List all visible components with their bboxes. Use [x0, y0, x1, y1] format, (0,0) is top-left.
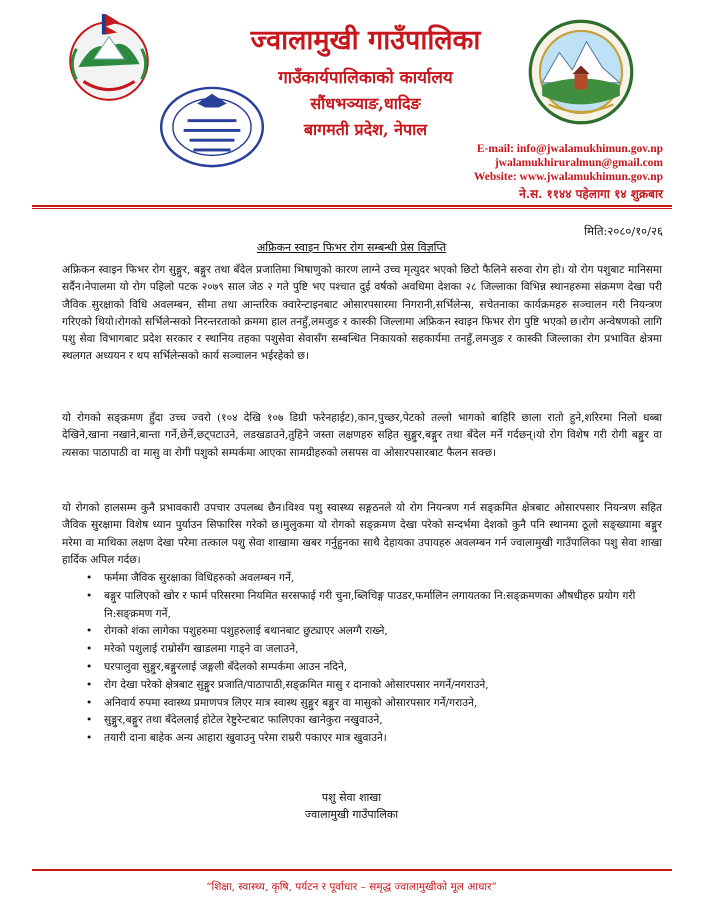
- list-item: • रोगको शंका लागेका पशुहरुमा पशुहरुलाई बथानबाट छुट्याएर अलग्गै राख्ने,: [84, 623, 666, 641]
- list-item: • फर्ममा जैविक सुरक्षाका विधिहरुको अवलम्बन गर्ने,: [84, 570, 666, 588]
- contact-email: E-mail: info@jwalamukhimun.gov.np: [476, 143, 663, 155]
- footer-divider: [32, 869, 672, 871]
- precaution-list: [84, 570, 666, 748]
- contact-email-secondary: jwalamukhiruralmun@gmail.com: [494, 157, 663, 169]
- list-item: • तयारी दाना बाहेक अन्य आहारा खुवाउनु परेमा राम्ररी पकाएर मात्र खुवाउने।: [84, 730, 666, 748]
- list-item: • मरेको पशुलाई राम्रोसँग खाडलमा गाड्ने वा जलाउने,: [84, 641, 666, 659]
- signature-department: पशु सेवा शाखा: [321, 791, 382, 804]
- paragraph-symptoms: यो रोगको सङ्क्रमण हुँदा उच्च ज्वरो (१०४ देखि १०७ डिग्री फरेनहाईट),कान,पुच्छर,पेटको तल्लो भागको बाहिरि छाला रातो हुने,शरिरमा निलो धब्बा देखिने,खाना नखाने,बान्ता गर्ने,छेर्ने,छट्पटाउने, लडखडाउने,तुहिने जस्ता लक्षणहरु सहित सुङ्गुर,बङ्गुर तथा बँदेल मर्ने गर्दछन्।यो रोग विशेष गरी रोगी बङ्गुर वा त्यसका पाठापाठी वा मासु वा रोगी पशुको सम्पर्कमा आएका सामग्रीहरुको लसपस वा ओसारपसारबाट फैलन सक्छ।: [62, 412, 662, 459]
- letter-subject: अफ्रिकन स्वाइन फिभर रोग सम्बन्धी प्रेस विज्ञप्ति: [256, 241, 447, 254]
- office-name: गाउँकार्यपालिकाको कार्यालय: [278, 68, 453, 88]
- list-item: • बङ्गुर पालिएको खोर र फार्म परिसरमा नियमित सरसफाई गरी चुना,ब्लिचिङ्ग पाउडर,फर्मालिन लगायतका नि:सङ्क्रमणका औषधीहरु प्रयोग गरी नि:सङ्क्रमण गर्ने,: [84, 588, 666, 624]
- footer-slogan: “शिक्षा, स्वास्थ्य, कृषि, पर्यटन र पूर्वाधार – समृद्ध ज्वालामुखीको मूल आधार”: [206, 881, 497, 893]
- paragraph-appeal: यो रोगको हालसम्म कुनै प्रभावकारी उपचार उपलब्ध छैन।विश्व पशु स्वास्थ्य सङ्गठनले यो रोग नियन्त्रण गर्न सङ्क्रमित क्षेत्रबाट ओसारपसार नियन्त्रण सहित जैविक सुरक्षामा विशेष ध्यान पुर्याउन सिफारिस गरेको छ।मुलुकमा यो रोगको सङ्क्रमण देखा परेको सन्दर्भमा देशको कुनै पनि स्थानमा ठूलो सङ्ख्यामा बङ्गुर मरेमा वा माथिका लक्षण देखा परेमा तत्काल पशु सेवा शाखामा खबर गर्नुहुनका साथै देहायका उपायहरु अवलम्बन गर्न ज्वालामुखी गाउँपालिका पशु सेवा शाखा हार्दिक अपिल गर्दछ।: [62, 502, 662, 566]
- header-divider: [32, 205, 672, 207]
- letter-date: मिति:२०८०/१०/२६: [584, 224, 663, 238]
- header-divider-thin: [32, 208, 672, 209]
- list-item: • सुङ्गुर,बङ्गुर तथा बँदेललाई होटेल रेष्टुरेन्टबाट फालिएका खानेकुरा नखुवाउने,: [84, 712, 666, 730]
- municipality-title: ज्वालामुखी गाउँपालिका: [250, 25, 481, 56]
- office-address: सौंधभञ्याङ,धादिङ: [310, 94, 421, 113]
- list-item: • घरपालुवा सुङ्गुर,बङ्गुरलाई जङ्गली बँदेलको सम्पर्कमा आउन नदिने,: [84, 659, 666, 677]
- signature-municipality: ज्वालामुखी गाउँपालिका: [304, 808, 399, 821]
- list-item: • रोग देखा परेको क्षेत्रबाट सुङ्गुर प्रजाति/पाठापाठी,सङ्क्रमित मासु र दानाको ओसारपसार नगर्ने/नगराउने,: [84, 677, 666, 695]
- paragraph-intro: अफ्रिकन स्वाइन फिभर रोग सुङ्गुर, बङ्गुर तथा बँदेल प्रजातिमा भिषाणुको कारण लाग्ने उच्च मृत्युदर भएको छिटो फैलिने सरुवा रोग हो। यो रोग पशुबाट मानिसमा सर्दैन।नेपालमा यो रोग पहिलो पटक २०७९ साल जेठ २ गते पुष्टि भए पश्चात दुई वर्षको अवधिमा देशका २८ जिल्लाका विभिन्न स्थानहरुमा संक्रमण देखा परी जैविक सुरक्षाको विधि अवलम्बन, सीमा तथा आन्तरिक क्वारेन्टाइनबाट ओसारपसारमा निगरानी,सर्भिलेन्स, सचेतनाका कार्यक्रमहरु सञ्चालन गरी नियन्त्रण गरिएको थियो।रोगको सर्भिलेन्सको निरन्तरताको क्रममा हाल तनहुँ,लमजुङ र कास्की जिल्लामा अफ्रिकन स्वाइन फिभर रोग पुष्टि भएको छ।रोग अन्वेषणको लागि पशु सेवा विभागबाट प्रदेश सरकार र स्थानिय तहका पशुसेवा सेवासँग सम्बन्धित निकायको सहकार्यमा तनहुँ,लमजुङ र कास्की जिल्लाका रोग प्रभावित क्षेत्रमा स्थलगत अध्ययन र थप सर्भिलेन्सको कार्य सञ्चालन भईरहेको छ।: [62, 264, 662, 363]
- list-item: • अनिवार्य रुपमा स्वास्थ्य प्रमाणपत्र लिएर मात्र स्वास्थ सुङ्गुर बङ्गुर वा मासुको ओसारपसार गर्ने/गराउने,: [84, 695, 666, 713]
- contact-website: Website: www.jwalamukhimun.gov.np: [473, 171, 663, 183]
- nepal-sambat-date: ने.स. ११४४ पहेलागा १४ शुक्रबार: [519, 187, 663, 201]
- province-name: बागमती प्रदेश, नेपाल: [303, 120, 428, 139]
